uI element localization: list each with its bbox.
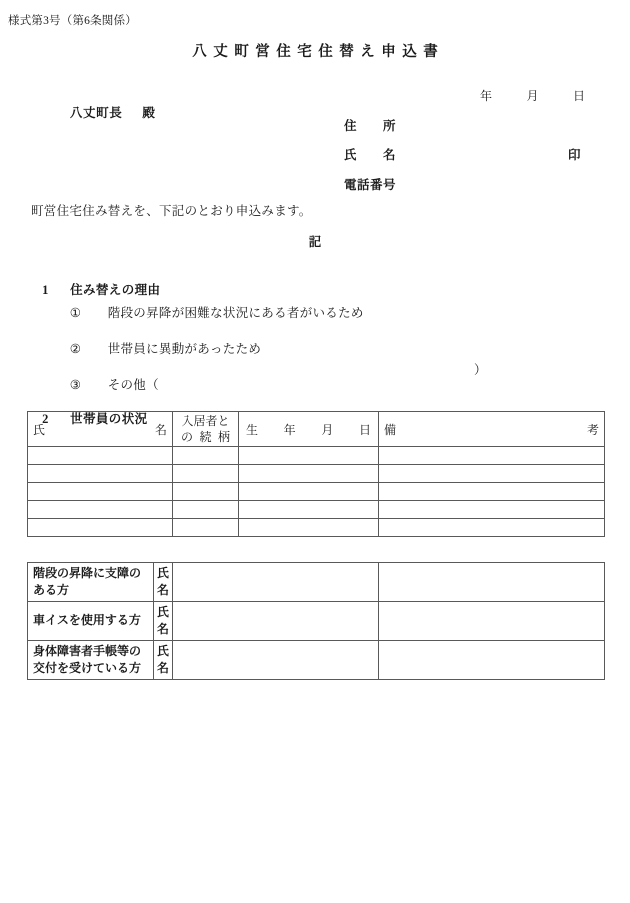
cell-relation[interactable] bbox=[173, 483, 239, 501]
household-members-table bbox=[27, 411, 605, 537]
cell-name[interactable] bbox=[28, 483, 173, 501]
cell-relation[interactable] bbox=[173, 519, 239, 537]
date-year-label: 年 bbox=[480, 89, 493, 103]
cell-birthdate[interactable] bbox=[239, 447, 379, 465]
section-1-title: 住み替えの理由 bbox=[70, 283, 161, 297]
cell-birthdate[interactable] bbox=[239, 465, 379, 483]
seal-mark: 印 bbox=[568, 148, 581, 162]
form-number: 様式第3号（第6条関係） bbox=[8, 15, 137, 27]
cell-relation[interactable] bbox=[173, 447, 239, 465]
column-header-birth-sei: 生 bbox=[246, 422, 259, 437]
column-header-remarks-last: 考 bbox=[586, 422, 599, 437]
ki-mark: 記 bbox=[308, 235, 322, 249]
column-header-relation-zoku: 続 bbox=[199, 430, 212, 444]
cell-condition-name[interactable] bbox=[173, 602, 379, 641]
cell-birthdate[interactable] bbox=[239, 483, 379, 501]
column-header-birth-year: 年 bbox=[283, 422, 296, 437]
cell-remarks[interactable] bbox=[379, 447, 605, 465]
cell-birthdate[interactable] bbox=[239, 519, 379, 537]
column-header-relation bbox=[173, 412, 239, 447]
special-table-body bbox=[28, 563, 605, 680]
special-conditions-table bbox=[27, 562, 605, 680]
section-2-number: 2 bbox=[42, 412, 49, 426]
section-2-title: 世帯員の状況 bbox=[70, 412, 148, 426]
section-1-number: 1 bbox=[42, 283, 49, 297]
addressee-honorific: 殿 bbox=[142, 106, 156, 120]
column-header-birthdate bbox=[239, 412, 379, 447]
column-header-birth-day: 日 bbox=[358, 422, 371, 437]
condition-label-stairs: 階段の昇降に支障のある方 bbox=[28, 563, 154, 602]
column-header-relation-line1: 入居者と bbox=[181, 413, 230, 428]
cell-relation[interactable] bbox=[173, 501, 239, 519]
condition-label-disability-certificate: 身体障害者手帳等の交付を受けている方 bbox=[28, 641, 154, 680]
column-header-name-first: 氏 bbox=[33, 422, 46, 437]
cell-name[interactable] bbox=[28, 519, 173, 537]
cell-condition-name[interactable] bbox=[173, 641, 379, 680]
option-1-marker: ① bbox=[69, 306, 82, 320]
cell-name[interactable] bbox=[28, 447, 173, 465]
option-2-marker: ② bbox=[69, 342, 82, 356]
condition-label-wheelchair: 車イスを使用する方 bbox=[28, 602, 154, 641]
table-row bbox=[28, 465, 605, 483]
name-column-label bbox=[154, 641, 173, 680]
date-month-label: 月 bbox=[526, 89, 540, 103]
option-3-marker: ③ bbox=[69, 378, 82, 392]
cell-remarks[interactable] bbox=[379, 465, 605, 483]
intro-text: 町営住宅住み替えを、下記のとおり申込みます。 bbox=[31, 204, 312, 218]
date-day-label: 日 bbox=[573, 89, 586, 103]
column-header-relation-no: の bbox=[181, 430, 194, 444]
cell-remarks[interactable] bbox=[379, 501, 605, 519]
household-table-body bbox=[28, 447, 605, 537]
name-col-char-1: 氏 bbox=[156, 643, 169, 658]
cell-condition-extra[interactable] bbox=[379, 602, 605, 641]
name-col-char-1: 氏 bbox=[156, 565, 169, 580]
table-row bbox=[28, 447, 605, 465]
cell-name[interactable] bbox=[28, 465, 173, 483]
addressee bbox=[55, 88, 155, 136]
column-header-birth-month: 月 bbox=[321, 422, 334, 437]
table-header-row bbox=[28, 412, 605, 447]
name-col-char-2: 名 bbox=[156, 583, 169, 597]
cell-relation[interactable] bbox=[173, 465, 239, 483]
name-col-char-2: 名 bbox=[156, 622, 169, 636]
option-2-label: 世帯員に異動があったため bbox=[107, 342, 262, 356]
cell-remarks[interactable] bbox=[379, 483, 605, 501]
column-header-remarks-first: 備 bbox=[384, 422, 397, 437]
option-1-label: 階段の昇降が困難な状況にある者がいるため bbox=[107, 306, 364, 320]
option-3-label: その他（ bbox=[107, 378, 159, 392]
column-header-remarks bbox=[379, 412, 605, 447]
name-col-char-2: 名 bbox=[156, 661, 169, 675]
name-field-label: 氏 名 bbox=[344, 148, 397, 162]
column-header-name-last: 名 bbox=[154, 422, 167, 437]
table-row bbox=[28, 602, 605, 641]
date-line bbox=[466, 72, 586, 119]
option-3-close-paren: ） bbox=[474, 363, 487, 377]
cell-name[interactable] bbox=[28, 501, 173, 519]
cell-condition-name[interactable] bbox=[173, 563, 379, 602]
name-col-char-1: 氏 bbox=[156, 604, 169, 619]
column-header-relation-gara: 柄 bbox=[217, 430, 230, 444]
cell-condition-extra[interactable] bbox=[379, 641, 605, 680]
table-row bbox=[28, 519, 605, 537]
cell-remarks[interactable] bbox=[379, 519, 605, 537]
table-row bbox=[28, 501, 605, 519]
name-column-label bbox=[154, 602, 173, 641]
cell-condition-extra[interactable] bbox=[379, 563, 605, 602]
cell-birthdate[interactable] bbox=[239, 501, 379, 519]
table-row bbox=[28, 483, 605, 501]
address-field-label: 住 所 bbox=[344, 119, 397, 133]
phone-field-label: 電話番号 bbox=[344, 178, 397, 192]
table-row bbox=[28, 641, 605, 680]
column-header-name bbox=[28, 412, 173, 447]
name-column-label bbox=[154, 563, 173, 602]
table-row bbox=[28, 563, 605, 602]
addressee-office: 八丈町長 bbox=[69, 106, 123, 120]
page-title: 八丈町営住宅住替え申込書 bbox=[192, 44, 445, 60]
